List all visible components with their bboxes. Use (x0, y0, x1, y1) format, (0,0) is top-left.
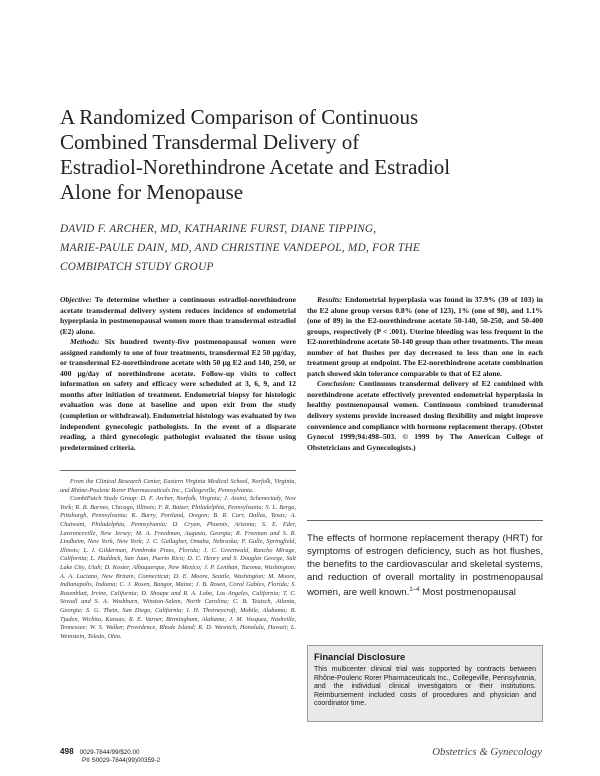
disclosure-heading: Financial Disclosure (314, 651, 406, 662)
objective-text: To determine whether a continuous estradiol-norethindrone acetate transdermal delivery system reduces incidence of endometrial hyperplasia in postmenopausal women more than transdermal estradiol (E2) alone. (60, 295, 296, 336)
financial-disclosure-box (307, 645, 543, 722)
abstract-results (307, 295, 543, 379)
results-label: Results: (317, 295, 343, 304)
issn: 0029-7844/99/$20.00 (79, 749, 140, 756)
conclusion-label: Conclusion: (317, 379, 356, 389)
author-line: DAVID F. ARCHER, MD, KATHARINE FURST, DIANE TIPPING, (60, 223, 377, 235)
title-line: Estradiol-Norethindrone Acetate and Estradiol (60, 155, 451, 179)
author-line: MARIE-PAULE DAIN, MD, AND CHRISTINE VANDEPOL, MD, FOR THE (60, 242, 421, 254)
intro-text: The effects of hormone replacement therapy (HRT) for symptoms of estrogen deficiency, such as hot flushes, the benefits to the cardiovascular and skeletal systems, and reduction of overall mortality in postmenopausal women, are well known. (307, 533, 543, 599)
abstract-objective (60, 295, 296, 337)
abstract-column-left (60, 295, 296, 453)
intro-tail: Most postmenopausal (419, 587, 516, 599)
pii: PII S0029-7844(99)00359-2 (82, 757, 161, 764)
author-list (60, 220, 550, 277)
disclosure-text: This multicenter clinical trial was supported by contracts between Rhône-Poulenc Rorer Pharmaceuticals Inc., Collegeville, Pennsylvania, and the individual clinical investigators or their institutions. Reimbursement included costs of procedures and physician and coordinator time. (314, 666, 536, 708)
results-text: Endometrial hyperplasia was found in 37.9% (39 of 103) in the E2 alone group versus 0.8% (one of 123), 1% (one of 98), and 1.1% (one of 89) in the E2-norethindrone acetate 50-140, 50-250, and 50-400 groups, respectively (P < .001). Uterine bleeding was less frequent in the E2-norethindrone acetate 50-140 group than other treatments. The mean number of hot flushes per day decreased to less than one in each treatment group at endpoint. The E2-norethindrone acetate combination patch showed skin tolerance comparable to that of E2 alone. (307, 295, 543, 378)
abstract-methods (60, 337, 296, 453)
body-introduction (307, 532, 543, 600)
journal-name: Obstetrics & Gynecology (432, 746, 542, 758)
footer-identifiers (60, 748, 160, 765)
intro-citation: 1–4 (409, 587, 420, 594)
affiliation-clinical-center: From the Clinical Research Center, Eastern Virginia Medical School, Norfolk, Virginia, and Rhône-Poulenc Rorer Pharmaceuticals Inc., Collegeville, Pennsylvania. (60, 478, 296, 494)
abstract-column-right (307, 295, 543, 453)
title-line: Alone for Menopause (60, 180, 244, 204)
title-line: Combined Transdermal Delivery of (60, 130, 360, 154)
article-title (60, 105, 550, 205)
methods-label: Methods: (70, 337, 100, 347)
abstract-divider (307, 520, 543, 521)
title-line: A Randomized Comparison of Continuous (60, 105, 419, 129)
abstract-conclusion (307, 379, 543, 453)
methods-text: Six hundred twenty-five postmenopausal women were assigned randomly to one of four treatments, transdermal E2 50 μg/day, or transdermal E2-norethindrone acetate with 50 μg E2 and 140, 250, or 400 μg/day of norethindrone acetate. Follow-up visits to collect information on safety and efficacy were scheduled at 3, 6, 9, and 12 months after initiation of treatment. Endometrial biopsy for histologic evaluation was done at baseline and upon exit from the study (completion or withdrawal). Endometrial histology was evaluated by two independent gynecologic pathologists. In the event of a disparate reading, a third gynecologic pathologist evaluated the tissue using predetermined criteria. (60, 337, 296, 452)
affiliations (60, 478, 296, 641)
affiliation-divider (60, 470, 296, 471)
conclusion-text: Continuous transdermal delivery of E2 combined with norethindrone acetate effectively prevented endometrial hyperplasia in healthy postmenopausal women. Continuous combined transdermal delivery systems provide increased dosing flexibility and might improve convenience and compliance with hormone replacement therapy. (Obstet Gynecol 1999;94:498–503. © 1999 by The American College of Obstetricians and Gynecologists.) (307, 379, 543, 452)
page-number: 498 (60, 747, 74, 756)
author-line: COMBIPATCH STUDY GROUP (60, 261, 214, 273)
objective-label: Objective: (60, 295, 92, 304)
affiliation-study-group: CombiPatch Study Group: D. F. Archer, Norfolk, Virginia; J. Assini, Schenectady, New York; R. B. Barnes, Chicago, Illinois; F. R. Batzer, Philadelphia, Pennsylvania; S. L. Berga, Pittsburgh, Pennsylvania; K. Burry, Portland, Oregon; B. R. Carr, Dallas, Texas; A. Chatwani, Philadelphia, Pennsylvania; D. Cryan, Phoenix, Arizona; S. E. Eder, Lawrenceville, New Jersey; M. A. Freedman, Augusta, Georgia; R. Freeman and S. R. Lindheim, New York, New York; J. C. Gallagher, Omaha, Nebraska; P. Galle, Springfield, Illinois; L. I. Gilderman, Pembroke Pines, Florida; J. C. Greenwald, Rancho Mirage, California; L. Haddock, San Juan, Puerto Rico; D. C. Henry and S. Douglas George, Salt Lake City, Utah; D. Koster, Albuquerque, New Mexico; J. P. Lenihan, Tacoma, Washington; A. A. Luciano, New Britain, Connecticut; D. E. Moore, Seattle, Washington; M. Moore, Indianapolis, Indiana; C. J. Rosen, Bangor, Maine; J. B. Rosen, Coral Gables, Florida; S. Rosenblatt, Irvine, California; D. Shoupe and R. A. Lobo, Los Angeles, California; T. C. Stovall and S. A. Washburn, Winston-Salem, North Carolina; C. B. Teutsch, Atlanta, Georgia; S. G. Thein, San Diego, California; I. H. Thorneycroft, Mobile, Alabama; B. Tjaden, Wichita, Kansas; R. E. Varner, Birmingham, Alabama; J. M. Vasquez, Nashville, Tennessee; W. S. Walker, Providence, Rhode Island; R. D. Wasnich, Honolulu, Hawaii; L. Weinstein, Toledo, Ohio. (60, 495, 296, 640)
